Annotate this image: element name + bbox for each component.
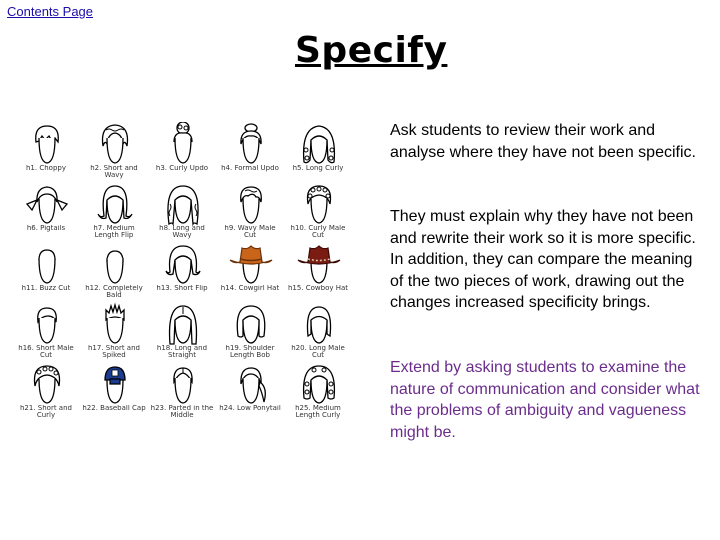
- hairstyle-short-flip: [150, 240, 214, 300]
- head-male-curly-icon: [296, 182, 342, 226]
- paragraph-extend: Extend by asking students to examine the nature of communication and consider what the problems of ambiguity and vagueness might be.: [390, 359, 700, 441]
- head-pigtails-icon: [24, 182, 70, 226]
- hairstyle-long-wavy: [150, 180, 214, 240]
- hairstyle-wavy-short: [82, 120, 146, 180]
- hairstyle-baseball-cap: [82, 360, 146, 420]
- hairstyle-caption: h21. Short and Curly: [20, 405, 72, 419]
- hairstyle-caption: h14. Cowgirl Hat: [220, 285, 280, 292]
- hairstyle-caption: h23. Parted in the Middle: [150, 405, 214, 419]
- page-title: Specify: [295, 30, 448, 71]
- hairstyle-male-short: [14, 300, 78, 360]
- hairstyle-parted: [150, 360, 214, 420]
- head-cowgirl-hat-icon: [228, 242, 274, 286]
- hairstyle-medium-curly: [286, 360, 350, 420]
- hairstyle-buzz: [14, 240, 78, 300]
- hairstyle-caption: h18. Long and Straight: [156, 345, 208, 359]
- paragraph-review: Ask students to review their work and analyse where they have not been specific.: [390, 122, 696, 161]
- head-male-long-icon: [296, 302, 342, 346]
- hairstyle-cowboy-hat: [286, 240, 350, 300]
- head-spiked-icon: [92, 302, 138, 346]
- hairstyle-caption: h9. Wavy Male Cut: [224, 225, 276, 239]
- hairstyle-ponytail: [218, 360, 282, 420]
- head-bob-icon: [228, 302, 274, 346]
- hairstyle-caption: h12. Completely Bald: [85, 285, 143, 299]
- head-male-short-icon: [24, 302, 70, 346]
- hairstyle-caption: h15. Cowboy Hat: [287, 285, 349, 292]
- head-long-wavy-icon: [160, 182, 206, 226]
- hairstyle-grid: [14, 120, 350, 480]
- hairstyle-male-long: [286, 300, 350, 360]
- head-buzz-icon: [24, 242, 70, 286]
- hairstyle-male-curly: [286, 180, 350, 240]
- head-flip-icon: [92, 182, 138, 226]
- hairstyle-caption: h16. Short Male Cut: [18, 345, 74, 359]
- head-updo-icon: [228, 122, 274, 166]
- hairstyle-long-straight: [150, 300, 214, 360]
- hairstyle-caption: h10. Curly Male Cut: [290, 225, 346, 239]
- hairstyle-updo-curly: [150, 120, 214, 180]
- hairstyle-caption: h1. Choppy: [26, 165, 66, 172]
- hairstyle-caption: h24. Low Ponytail: [219, 405, 281, 412]
- head-medium-curly-icon: [296, 362, 342, 406]
- head-choppy-icon: [24, 122, 70, 166]
- hairstyle-caption: h7. Medium Length Flip: [93, 225, 135, 239]
- hairstyle-caption: h20. Long Male Cut: [291, 345, 345, 359]
- hairstyle-caption: h11. Buzz Cut: [21, 285, 71, 292]
- hairstyle-caption: h3. Curly Updo: [155, 165, 209, 172]
- hairstyle-caption: h8. Long and Wavy: [159, 225, 205, 239]
- hairstyle-long-curly: [286, 120, 350, 180]
- hairstyle-spiked: [82, 300, 146, 360]
- hairstyle-caption: h6. Pigtails: [26, 225, 66, 232]
- head-ponytail-icon: [228, 362, 274, 406]
- head-wavy-short-icon: [92, 122, 138, 166]
- head-short-curly-icon: [24, 362, 70, 406]
- hairstyle-caption: h13. Short Flip: [156, 285, 208, 292]
- hairstyle-caption: h5. Long Curly: [292, 165, 344, 172]
- head-bald-icon: [92, 242, 138, 286]
- hairstyle-updo: [218, 120, 282, 180]
- hairstyle-male-wavy: [218, 180, 282, 240]
- head-cowboy-hat-icon: [296, 242, 342, 286]
- head-long-straight-icon: [160, 302, 206, 346]
- hairstyle-caption: h2. Short and Wavy: [90, 165, 138, 179]
- hairstyle-flip: [82, 180, 146, 240]
- head-male-wavy-icon: [228, 182, 274, 226]
- hairstyle-pigtails: [14, 180, 78, 240]
- hairstyle-caption: h17. Short and Spiked: [88, 345, 140, 359]
- hairstyle-caption: h4. Formal Updo: [221, 165, 279, 172]
- hairstyle-caption: h22. Baseball Cap: [82, 405, 146, 412]
- hairstyle-caption: h25. Medium Length Curly: [295, 405, 341, 419]
- head-long-curly-icon: [296, 122, 342, 166]
- hairstyle-bob: [218, 300, 282, 360]
- hairstyle-caption: h19. Shoulder Length Bob: [225, 345, 275, 359]
- head-parted-icon: [160, 362, 206, 406]
- head-short-flip-icon: [160, 242, 206, 286]
- head-baseball-cap-icon: [92, 362, 138, 406]
- contents-page-link[interactable]: Contents Page: [7, 4, 94, 19]
- hairstyle-bald: [82, 240, 146, 300]
- hairstyle-cowgirl-hat: [218, 240, 282, 300]
- paragraph-explain: They must explain why they have not been and rewrite their work so it is more specific. In addition, they can compare the meaning of the two pieces of work, drawing out the changes increased specificity brings.: [390, 208, 696, 311]
- head-updo-curly-icon: [160, 122, 206, 166]
- hairstyle-short-curly: [14, 360, 78, 420]
- hairstyle-choppy: [14, 120, 78, 180]
